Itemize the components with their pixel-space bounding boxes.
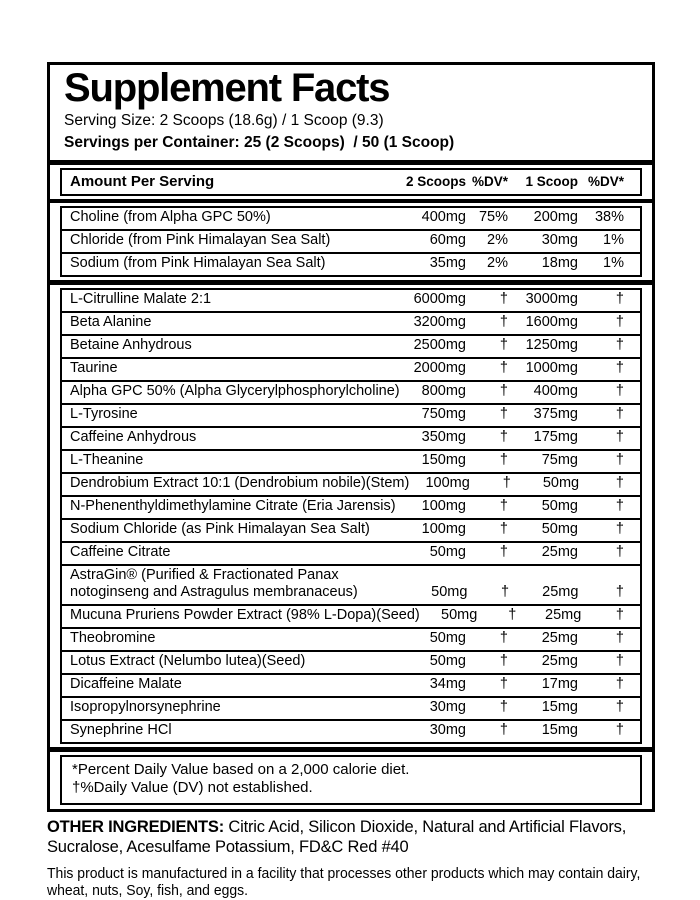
amount-1scoop: 25mg	[545, 606, 582, 623]
amount-1scoop: 50mg	[542, 474, 580, 491]
col-header-dv-1scoop: %DV*	[587, 173, 624, 189]
table-row	[62, 541, 640, 564]
amount-2scoops: 100mg	[421, 497, 466, 514]
amount-2scoops: 3200mg	[413, 313, 466, 330]
daily-value-rows-group	[60, 206, 642, 277]
table-row	[62, 604, 640, 627]
dv-2scoops: †	[499, 543, 508, 560]
amount-1scoop: 1000mg	[525, 359, 578, 376]
table-row	[62, 495, 640, 518]
dv-1scoop: †	[615, 290, 624, 307]
table-row	[62, 449, 640, 472]
other-ingredients-text: Citric Acid, Silicon Dioxide, Natural and Artificial Flavors, Sucralose, Acesulfame Potassium, FD&C Red #40	[47, 818, 627, 856]
ingredient-name: Lotus Extract (Nelumbo lutea)(Seed)	[70, 652, 306, 669]
dv-2scoops: †	[499, 336, 508, 353]
thick-rule	[50, 747, 652, 752]
table-row	[62, 650, 640, 673]
amount-2scoops: 350mg	[421, 428, 466, 445]
amount-2scoops: 2500mg	[413, 336, 466, 353]
table-row	[62, 696, 640, 719]
ingredient-name: Caffeine Citrate	[70, 543, 171, 560]
table-row	[62, 290, 640, 311]
dv-1scoop: 1%	[603, 254, 624, 271]
table-row	[62, 380, 640, 403]
amount-1scoop: 18mg	[541, 254, 578, 271]
amount-per-serving-label: Amount Per Serving	[70, 172, 215, 190]
amount-1scoop: 15mg	[541, 698, 578, 715]
dv-2scoops: †	[508, 606, 517, 623]
dv-1scoop: †	[615, 405, 624, 422]
amount-2scoops: 100mg	[425, 474, 470, 491]
amount-1scoop: 3000mg	[525, 290, 578, 307]
other-ingredients-label: OTHER INGREDIENTS:	[47, 818, 224, 837]
dv-2scoops: 2%	[487, 231, 508, 248]
table-row	[62, 673, 640, 696]
amount-1scoop: 200mg	[533, 208, 578, 225]
ingredient-name: Betaine Anhydrous	[70, 336, 192, 353]
amount-2scoops: 50mg	[429, 629, 466, 646]
dv-1scoop: †	[615, 359, 624, 376]
thick-rule	[50, 199, 652, 203]
amount-2scoops: 2000mg	[413, 359, 466, 376]
ingredient-name: Theobromine	[70, 629, 156, 646]
servings-per-container-line: Servings per Container: 25 (2 Scoops) / 50 (1 Scoop)	[64, 133, 455, 151]
footnote-dv-not-established: †%Daily Value (DV) not established.	[72, 779, 313, 797]
ingredient-name: Isopropylnorsynephrine	[70, 698, 221, 715]
dv-2scoops: †	[499, 428, 508, 445]
ingredient-name: Dendrobium Extract 10:1 (Dendrobium nobile)(Stem)	[70, 474, 410, 491]
amount-1scoop: 375mg	[533, 405, 578, 422]
amount-1scoop: 25mg	[542, 583, 579, 600]
ingredient-name: L-Tyrosine	[70, 405, 138, 422]
ingredient-name: AstraGin® (Purified & Fractionated Panax notoginseng and Astragulus membranaceus)	[70, 566, 358, 600]
ingredient-name: Beta Alanine	[70, 313, 152, 330]
amount-1scoop: 1250mg	[525, 336, 578, 353]
amount-2scoops: 800mg	[421, 382, 466, 399]
col-header-1scoop: 1 Scoop	[525, 173, 578, 189]
amount-2scoops: 50mg	[429, 652, 466, 669]
dv-1scoop: †	[615, 428, 624, 445]
amount-2scoops: 50mg	[431, 583, 468, 600]
dv-1scoop: †	[615, 652, 624, 669]
dv-2scoops: †	[499, 675, 508, 692]
dv-1scoop: †	[615, 520, 624, 537]
amount-1scoop: 175mg	[533, 428, 578, 445]
ingredient-name: Caffeine Anhydrous	[70, 428, 197, 445]
dv-1scoop: †	[615, 382, 624, 399]
dv-1scoop: †	[615, 313, 624, 330]
table-row	[62, 518, 640, 541]
amount-1scoop: 75mg	[541, 451, 578, 468]
dv-1scoop: 1%	[603, 231, 624, 248]
title-block	[50, 65, 652, 158]
allergen-statement: This product is manufactured in a facility that processes other products which may contain dairy, wheat, nuts, Soy, fish, and eggs.	[47, 864, 641, 900]
amount-2scoops: 400mg	[421, 208, 466, 225]
serving-size-line: Serving Size: 2 Scoops (18.6g) / 1 Scoop (9.3)	[64, 111, 384, 129]
dv-2scoops: †	[499, 290, 508, 307]
dv-2scoops: 75%	[478, 208, 508, 225]
dv-2scoops: †	[499, 313, 508, 330]
ingredient-name: Sodium (from Pink Himalayan Sea Salt)	[70, 254, 326, 271]
dv-2scoops: †	[499, 629, 508, 646]
table-row	[62, 311, 640, 334]
amount-2scoops: 100mg	[421, 520, 466, 537]
amount-1scoop: 25mg	[541, 652, 578, 669]
dv-2scoops: †	[499, 497, 508, 514]
thick-rule	[50, 160, 652, 165]
amount-1scoop: 17mg	[541, 675, 578, 692]
footnote-daily-value: *Percent Daily Value based on a 2,000 calorie diet.	[72, 760, 410, 778]
dv-1scoop: †	[615, 451, 624, 468]
amount-1scoop: 25mg	[541, 543, 578, 560]
table-row	[62, 252, 640, 275]
table-row	[62, 357, 640, 380]
ingredient-name: Mucuna Pruriens Powder Extract (98% L-Dopa)(Seed)	[70, 606, 420, 623]
ingredient-rows-group	[60, 288, 642, 744]
ingredient-name: Choline (from Alpha GPC 50%)	[70, 208, 271, 225]
other-ingredients-paragraph	[47, 818, 655, 858]
table-row	[62, 564, 640, 604]
table-row	[62, 627, 640, 650]
table-row	[62, 403, 640, 426]
supplement-label-page	[47, 62, 655, 900]
ingredient-name: L-Theanine	[70, 451, 144, 468]
ingredient-name: Sodium Chloride (as Pink Himalayan Sea Salt)	[70, 520, 370, 537]
dv-2scoops: †	[499, 698, 508, 715]
ingredient-name: Chloride (from Pink Himalayan Sea Salt)	[70, 231, 331, 248]
footnote-box	[60, 755, 642, 806]
amount-2scoops: 60mg	[429, 231, 466, 248]
dv-2scoops: †	[500, 583, 510, 600]
thick-rule	[50, 280, 652, 285]
table-row	[62, 334, 640, 357]
amount-2scoops: 150mg	[421, 451, 466, 468]
dv-2scoops: †	[499, 721, 508, 738]
col-header-dv-2scoops: %DV*	[471, 173, 508, 189]
dv-2scoops: †	[499, 405, 508, 422]
ingredient-name: Taurine	[70, 359, 118, 376]
dv-1scoop: †	[615, 583, 624, 600]
amount-2scoops: 30mg	[429, 721, 466, 738]
dv-2scoops: 2%	[487, 254, 508, 271]
supplement-facts-panel	[47, 62, 655, 812]
dv-1scoop: †	[615, 336, 624, 353]
table-row	[62, 719, 640, 742]
ingredient-name: N-Phenenthyldimethylamine Citrate (Eria Jarensis)	[70, 497, 396, 514]
col-header-2scoops: 2 Scoops	[405, 173, 466, 189]
amount-1scoop: 25mg	[541, 629, 578, 646]
dv-1scoop: †	[615, 543, 624, 560]
dv-1scoop: †	[615, 474, 624, 491]
amount-1scoop: 50mg	[541, 497, 578, 514]
amount-1scoop: 1600mg	[525, 313, 578, 330]
dv-1scoop: †	[615, 675, 624, 692]
ingredient-name: Dicaffeine Malate	[70, 675, 182, 692]
amount-2scoops: 35mg	[429, 254, 466, 271]
dv-2scoops: †	[499, 451, 508, 468]
amount-1scoop: 30mg	[541, 231, 578, 248]
column-header-group	[60, 168, 642, 196]
amount-1scoop: 15mg	[541, 721, 578, 738]
ingredient-name: Alpha GPC 50% (Alpha Glycerylphosphorylcholine)	[70, 382, 400, 399]
dv-2scoops: †	[499, 652, 508, 669]
column-header-row	[62, 170, 640, 194]
dv-1scoop: 38%	[594, 208, 624, 225]
dv-1scoop: †	[615, 606, 624, 623]
amount-2scoops: 34mg	[429, 675, 466, 692]
amount-1scoop: 400mg	[533, 382, 578, 399]
table-row	[62, 472, 640, 495]
dv-2scoops: †	[499, 520, 508, 537]
table-row	[62, 229, 640, 252]
dv-1scoop: †	[615, 629, 624, 646]
dv-1scoop: †	[615, 721, 624, 738]
ingredient-name: L-Citrulline Malate 2:1	[70, 290, 212, 307]
dv-2scoops: †	[502, 474, 511, 491]
dv-1scoop: †	[615, 497, 624, 514]
table-row	[62, 208, 640, 229]
panel-title: Supplement Facts	[64, 66, 390, 110]
ingredient-name: Synephrine HCl	[70, 721, 172, 738]
amount-2scoops: 6000mg	[413, 290, 466, 307]
dv-1scoop: †	[615, 698, 624, 715]
dv-2scoops: †	[499, 359, 508, 376]
table-row	[62, 426, 640, 449]
amount-2scoops: 750mg	[421, 405, 466, 422]
amount-2scoops: 30mg	[429, 698, 466, 715]
dv-2scoops: †	[499, 382, 508, 399]
amount-2scoops: 50mg	[441, 606, 478, 623]
amount-1scoop: 50mg	[541, 520, 578, 537]
amount-2scoops: 50mg	[429, 543, 466, 560]
